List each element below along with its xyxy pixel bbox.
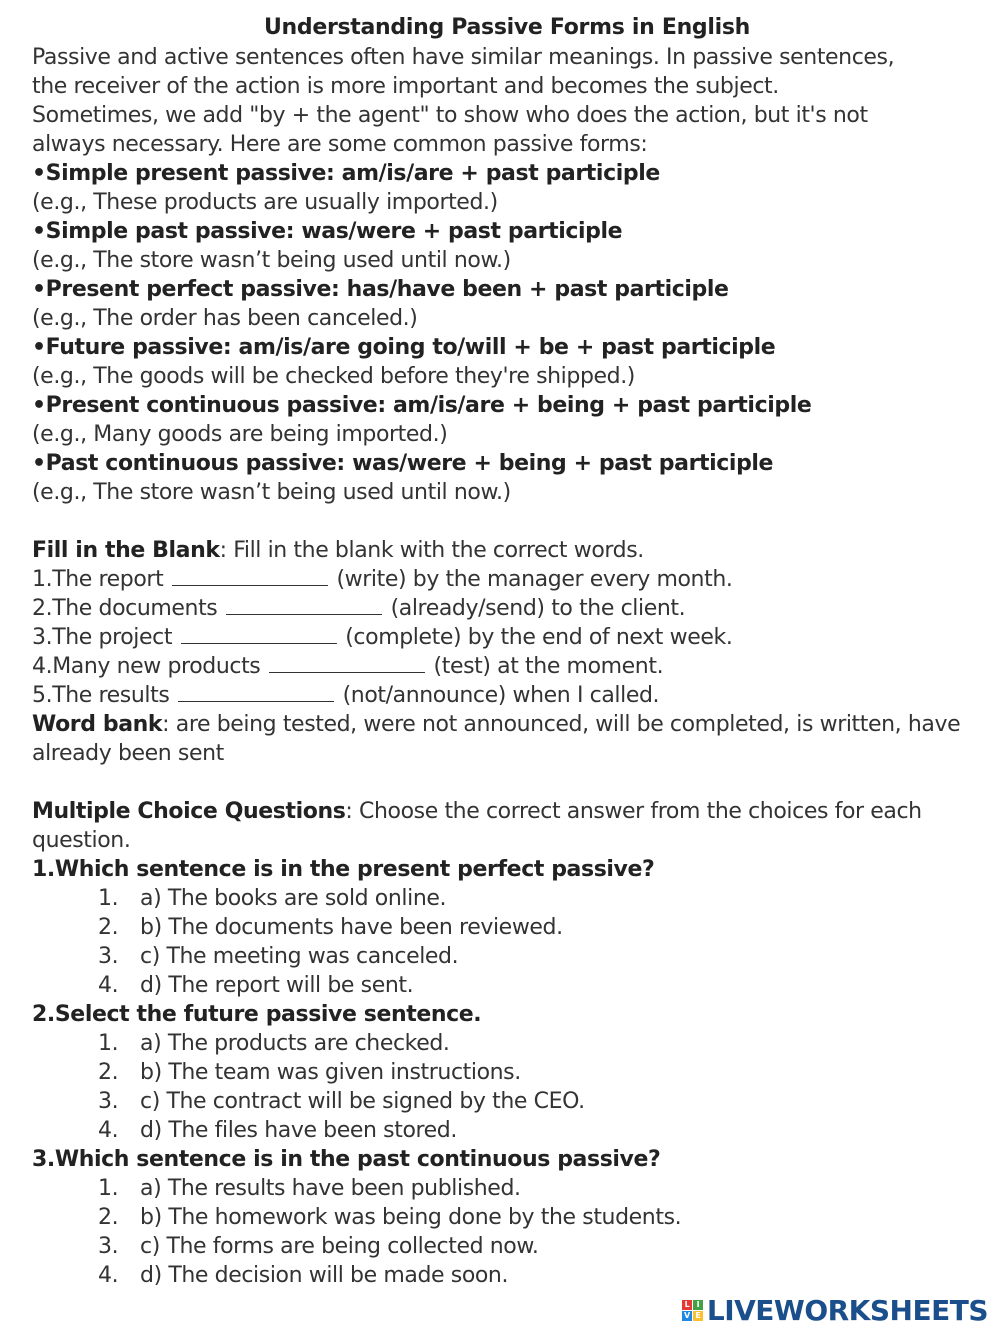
- passive-forms-list: [32, 159, 982, 507]
- fill-item: [32, 623, 982, 652]
- form-rule: •Present continuous passive: am/is/are + being + past participle: [32, 393, 812, 418]
- option-number: 3.: [98, 1234, 119, 1259]
- form-rule: •Present perfect passive: has/have been + past participle: [32, 277, 729, 302]
- answer-option[interactable]: [32, 1087, 982, 1116]
- fill-item: [32, 681, 982, 710]
- fill-heading-line: [32, 536, 982, 565]
- page-title: Understanding Passive Forms in English: [263, 15, 751, 40]
- option-number: 4.: [98, 1118, 119, 1143]
- word-bank-label: Word bank: [32, 712, 163, 737]
- fill-item: [32, 652, 982, 681]
- question: 2.Select the future passive sentence.: [32, 1002, 482, 1027]
- fill-item-post: (complete) by the end of next week.: [345, 625, 733, 650]
- answer-blank[interactable]: [269, 654, 425, 673]
- answer-option[interactable]: [32, 1058, 982, 1087]
- answer-option[interactable]: [32, 1029, 982, 1058]
- fill-in-blank-section: [32, 536, 982, 768]
- form-rule: •Past continuous passive: was/were + being + past participle: [32, 451, 774, 476]
- option-text: d) The decision will be made soon.: [140, 1263, 509, 1288]
- answer-blank[interactable]: [181, 625, 337, 644]
- answer-option[interactable]: [32, 1174, 982, 1203]
- fill-heading: Fill in the Blank: [32, 538, 220, 563]
- form-rule: •Future passive: am/is/are going to/will + be + past participle: [32, 335, 776, 360]
- answer-option[interactable]: [32, 884, 982, 913]
- answer-blank[interactable]: [226, 596, 382, 615]
- fill-item-pre: 1.The report: [32, 567, 164, 592]
- fill-item-pre: 5.The results: [32, 683, 170, 708]
- form-example: (e.g., The store wasn’t being used until now.): [32, 248, 511, 273]
- form-rule: •Simple past passive: was/were + past participle: [32, 219, 623, 244]
- answer-option[interactable]: [32, 913, 982, 942]
- option-text: c) The meeting was canceled.: [140, 944, 459, 969]
- worksheet-page: [32, 13, 982, 1290]
- answer-option[interactable]: [32, 1203, 982, 1232]
- option-text: a) The books are sold online.: [140, 886, 447, 911]
- intro-paragraph: [32, 43, 982, 159]
- option-text: a) The products are checked.: [140, 1031, 450, 1056]
- logo-text: LIVEWORKSHEETS: [706, 1294, 988, 1327]
- word-bank: [32, 710, 982, 768]
- form-example: (e.g., The goods will be checked before they're shipped.): [32, 364, 635, 389]
- form-rule: •Simple present passive: am/is/are + past participle: [32, 161, 660, 186]
- fill-item-pre: 4.Many new products: [32, 654, 261, 679]
- logo-mark-letter: L: [682, 1300, 692, 1310]
- answer-option[interactable]: [32, 1232, 982, 1261]
- mcq-instruction: : Choose the correct answer from the choices for each question.: [32, 799, 922, 853]
- option-text: b) The homework was being done by the students.: [140, 1205, 682, 1230]
- answer-blank[interactable]: [178, 683, 334, 702]
- option-number: 2.: [98, 915, 119, 940]
- fill-item-pre: 3.The project: [32, 625, 173, 650]
- form-example: (e.g., The order has been canceled.): [32, 306, 418, 331]
- fill-item-post: (already/send) to the client.: [390, 596, 686, 621]
- option-number: 1.: [98, 1176, 119, 1201]
- logo-mark-icon: [682, 1300, 703, 1321]
- intro-line: always necessary. Here are some common passive forms:: [32, 132, 648, 157]
- answer-option[interactable]: [32, 942, 982, 971]
- fill-item-post: (test) at the moment.: [433, 654, 664, 679]
- fill-item: [32, 565, 982, 594]
- option-number: 2.: [98, 1060, 119, 1085]
- option-text: b) The team was given instructions.: [140, 1060, 521, 1085]
- form-example: (e.g., Many goods are being imported.): [32, 422, 448, 447]
- logo-mark-letter: E: [693, 1311, 703, 1321]
- intro-line: Passive and active sentences often have similar meanings. In passive sentences,: [32, 45, 895, 70]
- intro-line: the receiver of the action is more important and becomes the subject.: [32, 74, 779, 99]
- option-text: d) The files have been stored.: [140, 1118, 457, 1143]
- answer-option[interactable]: [32, 1261, 982, 1290]
- word-bank-words: : are being tested, were not announced, will be completed, is written, have already been sent: [32, 712, 961, 766]
- liveworksheets-logo[interactable]: [682, 1294, 988, 1327]
- form-example: (e.g., These products are usually imported.): [32, 190, 498, 215]
- logo-mark-letter: I: [693, 1300, 703, 1310]
- option-number: 3.: [98, 1089, 119, 1114]
- form-example: (e.g., The store wasn’t being used until now.): [32, 480, 511, 505]
- option-text: b) The documents have been reviewed.: [140, 915, 563, 940]
- logo-mark-letter: V: [682, 1311, 692, 1321]
- option-text: a) The results have been published.: [140, 1176, 521, 1201]
- mcq-heading-line: [32, 797, 982, 855]
- fill-item-post: (not/announce) when I called.: [342, 683, 660, 708]
- option-number: 1.: [98, 886, 119, 911]
- question: 1.Which sentence is in the present perfect passive?: [32, 857, 655, 882]
- option-number: 2.: [98, 1205, 119, 1230]
- answer-option[interactable]: [32, 971, 982, 1000]
- answer-blank[interactable]: [172, 567, 328, 586]
- mcq-section: [32, 797, 982, 1290]
- option-number: 4.: [98, 973, 119, 998]
- fill-item-pre: 2.The documents: [32, 596, 218, 621]
- option-number: 3.: [98, 944, 119, 969]
- option-text: c) The contract will be signed by the CEO.: [140, 1089, 585, 1114]
- option-number: 1.: [98, 1031, 119, 1056]
- question: 3.Which sentence is in the past continuous passive?: [32, 1147, 661, 1172]
- option-text: c) The forms are being collected now.: [140, 1234, 539, 1259]
- fill-item: [32, 594, 982, 623]
- fill-item-post: (write) by the manager every month.: [336, 567, 733, 592]
- intro-line: Sometimes, we add "by + the agent" to show who does the action, but it's not: [32, 103, 868, 128]
- answer-option[interactable]: [32, 1116, 982, 1145]
- option-number: 4.: [98, 1263, 119, 1288]
- option-text: d) The report will be sent.: [140, 973, 414, 998]
- fill-instruction: : Fill in the blank with the correct words.: [219, 538, 644, 563]
- mcq-heading: Multiple Choice Questions: [32, 799, 346, 824]
